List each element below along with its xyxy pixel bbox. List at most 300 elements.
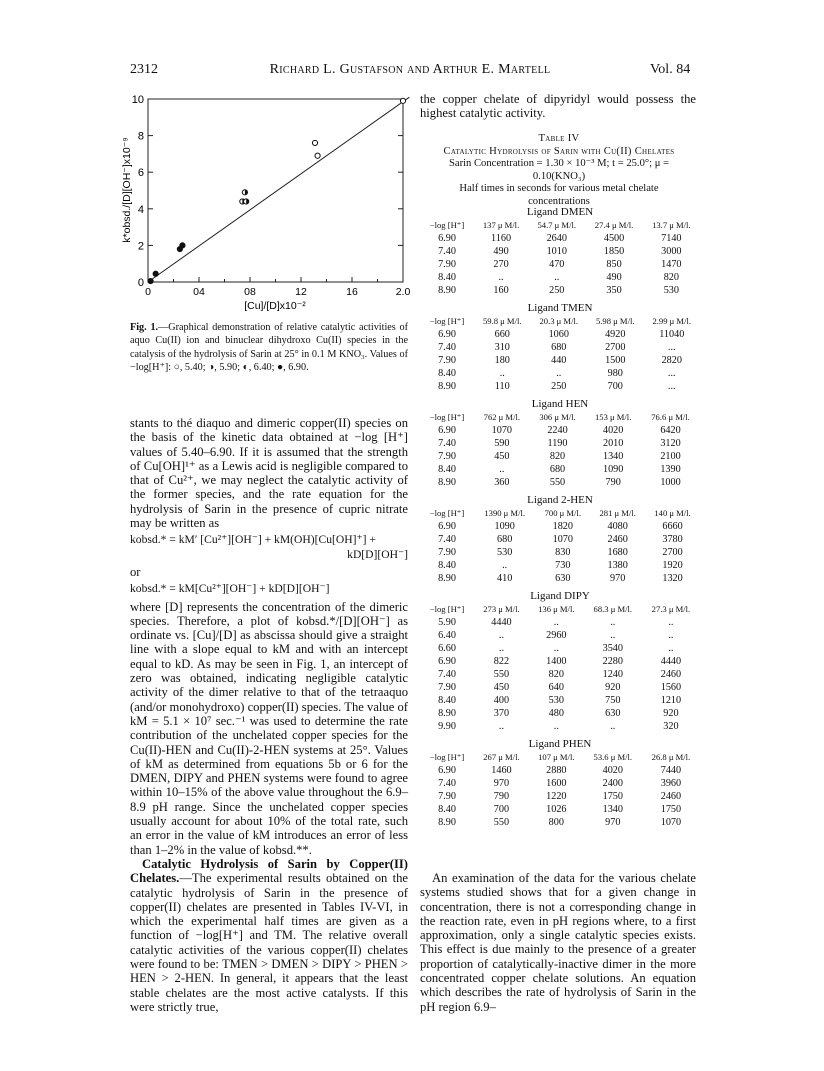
column-header-row	[420, 603, 700, 616]
column-header: −log [H⁺]	[429, 508, 465, 518]
half-time-cell: 1680	[607, 547, 628, 558]
ph-cell: 7.40	[438, 534, 456, 545]
half-time-cell: 1750	[602, 791, 623, 802]
table-row	[420, 681, 700, 694]
ph-cell: 7.90	[438, 259, 456, 270]
half-time-cell: 590	[494, 438, 510, 449]
column-header: 306 μ M/l.	[539, 412, 576, 422]
table-row	[420, 437, 700, 450]
half-time-cell: 310	[494, 342, 510, 353]
half-time-cell: 370	[493, 708, 510, 719]
half-time-cell: 400	[493, 695, 510, 706]
half-time-cell: 1190	[547, 438, 568, 449]
table-conditions-2: 0.10(KNO₃)	[532, 170, 586, 182]
x-tick-label: 08	[244, 286, 256, 298]
ph-cell: 5.90	[438, 617, 456, 628]
table-row	[420, 655, 700, 668]
half-time-cell: 7440	[660, 765, 682, 776]
column-header: 1390 μ M/l.	[484, 508, 526, 518]
half-time-cell: 980	[607, 368, 623, 379]
equation-1	[130, 533, 408, 562]
half-time-cell: 2700	[605, 342, 626, 353]
half-time-cell: 1460	[491, 765, 512, 776]
paragraph-2: where [D] represents the concentration of the dimeric species. Therefore, a plot of kobsd.*/[D][OH⁻] as ordinate vs. [Cu]/[D] as abscissa should give a straight line with a slope equal to kM and with an intercept equal to kD. As may be seen in Fig. 1, an intercept of zero was obtained, indicating negligible catalytic activity of the dimer relative to that of the tetraaquo (and/or monohydroxo) copper(II) species. The value of kM = 5.1 × 10⁷ sec.⁻¹ was used to determine the rate contribution of the unchelated copper species for the Cu(II)-HEN and Cu(II)-2-HEN systems at 25°. Values of kM as determined from equations 5b or 6 for the DMEN, DIPY and PHEN systems were found to agree within 10–15% of the above value throughout the 6.9–8.9 pH range. Since the unchelated copper species usually account for about 10% of the total rate, such an error in the value of kM introduces an error of less than 1–2% in the value of kobsd.**.	[130, 599, 408, 857]
table-row	[420, 629, 700, 642]
table-row	[420, 328, 700, 341]
half-time-cell: 160	[493, 285, 509, 296]
half-time-cell: 1390	[660, 464, 681, 475]
caption-text: —Graphical demonstration of relative catalytic activities of aquo Cu(II) ion and binuclear dihydroxo Cu(II) species in the catalysis of the hydrolysis of Sarin at 25° in 0.1 M KNO₃. Values of −log[H⁺]: ○, 5.40; ◑, 5.90; ◐, 6.40; ●, 6.90.	[130, 322, 408, 374]
half-time-cell: 1026	[546, 804, 567, 815]
half-time-cell: 440	[551, 355, 567, 366]
half-time-cell: ..	[498, 643, 504, 654]
table-row	[420, 668, 700, 681]
paragraph-1: stants to thé diaquo and dimeric copper(II) species on the basis of the kinetic data obtained at −log [H⁺] values of 5.40–6.90. If it is assumed that the strength of Cu[OH]¹⁺ as a Lewis acid is negligible compared to that of Cu²⁺, we may neglect the catalytic activity of the former species, and the rate equation for the hydrolysis of Sarin in the presence of cupric nitrate may be written as	[130, 416, 408, 531]
half-time-cell: 250	[551, 381, 567, 392]
ph-cell: 7.40	[438, 778, 456, 789]
half-time-cell: 920	[663, 708, 679, 719]
table-subtitle-2: concentrations	[528, 195, 590, 207]
half-time-cell: 530	[497, 547, 513, 558]
table-row	[420, 803, 700, 816]
x-tick-label: 12	[295, 286, 307, 298]
ligand-heading: Ligand HEN	[531, 398, 589, 410]
column-header-row	[420, 219, 700, 232]
half-time-cell: 3960	[660, 778, 682, 789]
half-time-cell: 4500	[603, 233, 625, 244]
right-column-bottom-text	[420, 871, 696, 1014]
ph-cell: 8.90	[438, 817, 456, 828]
ph-cell: 7.90	[438, 451, 456, 462]
column-header: −log [H⁺]	[429, 220, 465, 230]
table-row	[420, 616, 700, 629]
half-time-cell: 820	[549, 451, 566, 462]
half-time-cell: 1160	[491, 233, 512, 244]
column-header-row	[420, 507, 700, 520]
page-number: 2312	[130, 62, 158, 77]
column-header: 26.8 μ M/l.	[651, 752, 691, 762]
caption-label: Fig. 1.	[130, 322, 159, 333]
data-point	[180, 243, 185, 248]
half-time-cell: 180	[494, 355, 510, 366]
half-time-cell: 970	[610, 573, 626, 584]
half-time-cell: ..	[498, 630, 504, 641]
table-row	[420, 380, 700, 393]
x-axis-label: [Cu]/[D]x10⁻²	[244, 300, 306, 312]
ph-cell: 8.90	[438, 381, 456, 392]
paragraph-right-bottom: An examination of the data for the various chelate systems studied shows that for a given change in concentration, there is not a corresponding change in the reaction rate, even in pH regions where, to a first approximation, only a single catalytic species exists. This effect is due mainly to the presence of a greater proportion of catalytically-inactive dimer in the more concentrated copper chelate solutions. An equation which describes the rate of hydrolysis of Sarin in the pH region 6.9–	[420, 871, 696, 1014]
half-time-cell: ..	[498, 272, 504, 283]
half-time-cell: 110	[494, 381, 510, 392]
column-header: 136 μ M/l.	[538, 604, 575, 614]
half-time-cell: 730	[555, 560, 571, 571]
ph-cell: 8.40	[438, 560, 456, 571]
column-header: 68.3 μ M/l.	[593, 604, 633, 614]
column-header: 700 μ M/l.	[544, 508, 581, 518]
half-time-cell: 1070	[660, 817, 682, 828]
data-point	[148, 278, 153, 283]
ph-cell: 6.90	[438, 233, 456, 244]
column-header: 27.4 μ M/l.	[594, 220, 634, 230]
table-row	[420, 258, 700, 271]
half-time-cell: 640	[548, 682, 564, 693]
half-time-cell: 820	[663, 272, 679, 283]
half-time-cell: 1090	[494, 521, 515, 532]
ph-cell: 7.90	[438, 791, 456, 802]
half-time-cell: ..	[502, 560, 508, 571]
column-header: 137 μ M/l.	[482, 220, 520, 230]
half-time-cell: ..	[499, 368, 505, 379]
table-row	[420, 790, 700, 803]
running-authors: Richard L. Gustafson and Arthur E. Martell	[269, 62, 551, 77]
column-header-row	[420, 411, 700, 424]
data-point	[312, 140, 317, 145]
half-time-cell: 2960	[546, 630, 567, 641]
half-time-cell: 2640	[546, 233, 567, 244]
half-time-cell: ...	[667, 368, 676, 379]
half-time-cell: 1400	[546, 656, 567, 667]
half-time-cell: 530	[663, 285, 679, 296]
table-row	[420, 271, 700, 284]
half-time-cell: 1500	[605, 355, 626, 366]
ph-cell: 9.90	[438, 721, 456, 732]
half-time-cell: ...	[667, 381, 676, 392]
half-time-cell: 1600	[546, 778, 567, 789]
column-header: 140 μ M/l.	[654, 508, 691, 518]
y-tick-label: 6	[137, 167, 144, 180]
half-time-cell: 2460	[660, 791, 682, 802]
half-time-cell: 2880	[546, 765, 567, 776]
half-time-cell: 1070	[491, 425, 513, 436]
ph-cell: 7.40	[438, 438, 456, 449]
ligand-heading: Ligand DIPY	[530, 590, 590, 602]
ph-cell: 6.90	[438, 521, 456, 532]
table-row	[420, 463, 700, 476]
paragraph-3-text: —The experimental results obtained on the catalytic hydrolysis of Sarin in the presence of copper(II) chelates are presented in Tables IV-VI, in which the experimental half times are given as a function of −log[H⁺] and TM. The relative overall catalytic activities of the various copper(II) chelates were found to be: TMEN > DMEN > DIPY > PHEN > HEN > 2-HEN. In general, it appears that the least stable chelates are the most active catalysts. If this were strictly true,	[130, 871, 408, 1014]
data-point	[400, 98, 405, 103]
half-time-cell: 4080	[607, 521, 628, 532]
x-axis-ticks	[145, 277, 410, 298]
equation-1-line-2: kD[D][OH⁻]	[347, 547, 408, 561]
x-tick-label: 0	[145, 286, 151, 298]
half-time-cell: 790	[605, 477, 621, 488]
ligand-table	[420, 507, 700, 585]
half-time-cell: 822	[493, 656, 510, 667]
table-row	[420, 245, 700, 258]
half-time-cell: 1750	[660, 804, 682, 815]
half-time-cell: 450	[494, 451, 510, 462]
y-tick-label: 2	[137, 240, 144, 253]
table-title-block	[418, 133, 700, 209]
scatter-plot	[120, 92, 410, 317]
equation-1-line-1: kobsd.* = kM′ [Cu²⁺][OH⁻] + kM(OH)[Cu[OH]⁺] +	[130, 533, 376, 547]
column-header: 107 μ M/l.	[538, 752, 575, 762]
ph-cell: 8.40	[438, 804, 456, 815]
half-time-cell: 3780	[662, 534, 683, 545]
half-time-cell: 630	[605, 708, 621, 719]
half-time-cell: 470	[549, 259, 565, 270]
half-time-cell: 320	[663, 721, 679, 732]
y-tick-label: 8	[137, 130, 144, 143]
ph-cell: 7.40	[438, 669, 456, 680]
half-time-cell: 1340	[602, 804, 623, 815]
half-time-cell: 3000	[661, 246, 682, 257]
half-time-cell: 2460	[660, 669, 682, 680]
volume-number: Vol. 84	[650, 62, 691, 77]
half-time-cell: 920	[605, 682, 621, 693]
half-time-cell: 550	[493, 669, 510, 680]
table-row	[420, 764, 700, 777]
column-header-row	[420, 751, 700, 764]
column-header-row	[420, 315, 700, 328]
half-time-cell: 2010	[602, 438, 624, 449]
half-time-cell: 1240	[602, 669, 623, 680]
x-tick-label: 04	[193, 286, 205, 298]
table-row	[420, 476, 700, 489]
half-time-cell: 4440	[660, 656, 682, 667]
ph-cell: 7.90	[438, 547, 456, 558]
half-time-cell: 700	[607, 381, 623, 392]
column-header: 20.3 μ M/l.	[539, 316, 578, 326]
ph-cell: 8.40	[438, 368, 456, 379]
half-time-cell: ..	[553, 617, 559, 628]
half-time-cell: 1320	[662, 573, 683, 584]
ph-cell: 7.40	[438, 246, 456, 257]
figure-caption	[130, 321, 408, 375]
column-header: 153 μ M/l.	[594, 412, 632, 422]
half-time-cell: 6420	[660, 425, 681, 436]
data-point	[242, 190, 247, 195]
data-point	[244, 199, 249, 204]
table-row	[420, 642, 700, 655]
table-row	[420, 520, 700, 533]
half-time-cell: ..	[668, 617, 674, 628]
table-row	[420, 450, 700, 463]
table-row	[420, 694, 700, 707]
x-tick-label: 2.0	[395, 286, 410, 298]
column-header: 13.7 μ M/l.	[652, 220, 691, 230]
column-header: −log [H⁺]	[429, 316, 465, 326]
half-time-cell: ...	[667, 342, 676, 353]
half-time-cell: 4020	[602, 425, 624, 436]
half-time-cell: 350	[606, 285, 622, 296]
half-time-cell: 270	[493, 259, 509, 270]
half-time-cell: 1820	[552, 521, 573, 532]
half-time-cell: 2400	[602, 778, 623, 789]
ph-cell: 8.40	[438, 272, 456, 283]
half-time-cell: 820	[548, 669, 564, 680]
half-times-table	[420, 206, 700, 834]
half-time-cell: 1850	[603, 246, 625, 257]
half-time-cell: ..	[668, 630, 674, 641]
ligand-heading: Ligand PHEN	[528, 738, 592, 750]
half-time-cell: 680	[497, 534, 513, 545]
half-time-cell: 2280	[602, 656, 623, 667]
y-axis-label: k*obsd./[D][OH⁻]x10⁻⁹	[121, 137, 133, 243]
half-time-cell: 1070	[552, 534, 573, 545]
column-header: 273 μ M/l.	[483, 604, 520, 614]
half-time-cell: ..	[556, 368, 562, 379]
ligand-table	[420, 751, 700, 829]
table-row	[420, 341, 700, 354]
half-time-cell: 4440	[491, 617, 512, 628]
half-time-cell: 750	[605, 695, 621, 706]
half-time-cell: 1380	[607, 560, 628, 571]
ligand-table	[420, 603, 700, 733]
half-time-cell: 1090	[602, 464, 624, 475]
half-time-cell: 4920	[605, 329, 626, 340]
half-time-cell: 250	[549, 285, 565, 296]
equation-2: kobsd.* = kM[Cu²⁺][OH⁻] + kD[D][OH⁻]	[130, 582, 330, 596]
half-time-cell: 970	[493, 778, 510, 789]
half-time-cell: 970	[605, 817, 621, 828]
y-tick-label: 10	[131, 94, 144, 106]
table-subtitle-1: Half times in seconds for various metal chelate	[459, 183, 659, 195]
data-point	[315, 153, 320, 158]
half-time-cell: 830	[555, 547, 571, 558]
half-time-cell: ..	[553, 721, 559, 732]
table-row	[420, 572, 700, 585]
ligand-heading: Ligand DMEN	[526, 206, 594, 218]
ligand-table	[420, 315, 700, 393]
ph-cell: 6.90	[438, 765, 456, 776]
half-time-cell: 850	[606, 259, 622, 270]
table-row	[420, 533, 700, 546]
half-time-cell: ..	[499, 464, 505, 475]
half-time-cell: 550	[549, 477, 566, 488]
half-time-cell: 450	[493, 682, 510, 693]
column-header: −log [H⁺]	[429, 412, 465, 422]
table-row	[420, 424, 700, 437]
y-tick-label: 4	[137, 203, 144, 216]
table-row	[420, 354, 700, 367]
ph-cell: 6.40	[438, 630, 456, 641]
data-point	[153, 271, 158, 276]
half-time-cell: 660	[494, 329, 510, 340]
half-time-cell: 490	[493, 246, 509, 257]
right-column-top-text: the copper chelate of dipyridyl would possess the highest catalytic activity.	[420, 92, 696, 121]
half-time-cell: ..	[668, 643, 674, 654]
table-row	[420, 720, 700, 733]
ph-cell: 7.90	[438, 682, 456, 693]
ph-cell: 6.60	[438, 643, 456, 654]
half-time-cell: 2240	[547, 425, 568, 436]
half-time-cell: 1340	[602, 451, 624, 462]
y-tick-label: 0	[137, 277, 144, 289]
column-header: 762 μ M/l.	[483, 412, 521, 422]
table-row	[420, 816, 700, 829]
half-time-cell: 2100	[660, 451, 681, 462]
half-time-cell: 1000	[660, 477, 681, 488]
paragraph-3	[130, 857, 408, 1014]
half-time-cell: 790	[493, 791, 510, 802]
half-time-cell: 360	[494, 477, 510, 488]
half-time-cell: 1920	[662, 560, 683, 571]
left-column-text	[130, 416, 408, 1014]
or-text: or	[130, 564, 141, 579]
section-heading: Catalytic Hydrolysis of Sarin by Copper(II) Chelates.	[130, 856, 408, 886]
y-axis-ticks	[132, 94, 403, 289]
half-time-cell: 2700	[662, 547, 683, 558]
table-title: Catalytic Hydrolysis of Sarin with Cu(II) Chelates	[443, 145, 675, 157]
table-row	[420, 559, 700, 572]
half-time-cell: 4020	[602, 765, 623, 776]
column-header: 59.8 μ M/l.	[482, 316, 522, 326]
figure-1	[120, 92, 410, 317]
half-time-cell: ..	[498, 721, 504, 732]
half-time-cell: 1560	[660, 682, 682, 693]
half-time-cell: ..	[553, 643, 559, 654]
half-time-cell: ..	[610, 617, 616, 628]
column-header: −log [H⁺]	[429, 604, 465, 614]
column-header: 27.3 μ M/l.	[651, 604, 691, 614]
column-header: 2.99 μ M/l.	[652, 316, 691, 326]
half-time-cell: 700	[493, 804, 510, 815]
half-time-cell: 7140	[661, 233, 682, 244]
half-time-cell: 11040	[659, 329, 685, 340]
table-row	[420, 284, 700, 297]
half-time-cell: 3120	[660, 438, 681, 449]
ligand-heading: Ligand TMEN	[527, 302, 593, 314]
ph-cell: 6.90	[438, 329, 456, 340]
half-time-cell: 410	[497, 573, 513, 584]
ligand-table	[420, 411, 700, 489]
half-time-cell: 800	[548, 817, 564, 828]
ph-cell: 8.90	[438, 285, 456, 296]
half-time-cell: 1220	[546, 791, 567, 802]
half-time-cell: 480	[548, 708, 564, 719]
half-time-cell: ..	[610, 630, 616, 641]
column-header: 53.6 μ M/l.	[593, 752, 633, 762]
ph-cell: 8.90	[438, 573, 456, 584]
half-time-cell: ..	[610, 721, 616, 732]
ph-cell: 6.90	[438, 425, 456, 436]
column-header: 54.7 μ M/l.	[537, 220, 576, 230]
half-time-cell: 680	[551, 342, 567, 353]
half-time-cell: 1470	[661, 259, 682, 270]
column-header: 267 μ M/l.	[483, 752, 520, 762]
half-time-cell: 550	[493, 817, 510, 828]
half-time-cell: 6660	[662, 521, 683, 532]
column-header: 281 μ M/l.	[599, 508, 636, 518]
column-header: 5.98 μ M/l.	[595, 316, 635, 326]
half-time-cell: 530	[548, 695, 564, 706]
ligand-table	[420, 219, 700, 297]
ligand-heading: Ligand 2-HEN	[527, 494, 593, 506]
ph-cell: 6.90	[438, 656, 456, 667]
half-time-cell: 2460	[607, 534, 628, 545]
table-row	[420, 707, 700, 720]
table-row	[420, 367, 700, 380]
column-header: 76.6 μ M/l.	[651, 412, 690, 422]
ph-cell: 8.90	[438, 708, 456, 719]
half-time-cell: 630	[555, 573, 571, 584]
x-tick-label: 16	[346, 286, 358, 298]
table-row	[420, 546, 700, 559]
fit-line	[148, 97, 409, 282]
column-header: −log [H⁺]	[429, 752, 465, 762]
table-row	[420, 777, 700, 790]
half-time-cell: 1210	[660, 695, 682, 706]
table-conditions-1: Sarin Concentration = 1.30 × 10⁻³ M; t = 25.0°; μ =	[448, 158, 669, 170]
half-time-cell: 3540	[602, 643, 623, 654]
table-number: Table IV	[538, 133, 580, 144]
half-time-cell: 680	[549, 464, 566, 475]
ph-cell: 8.40	[438, 464, 456, 475]
table-row	[420, 232, 700, 245]
half-time-cell: 2820	[661, 355, 682, 366]
ph-cell: 8.90	[438, 477, 456, 488]
